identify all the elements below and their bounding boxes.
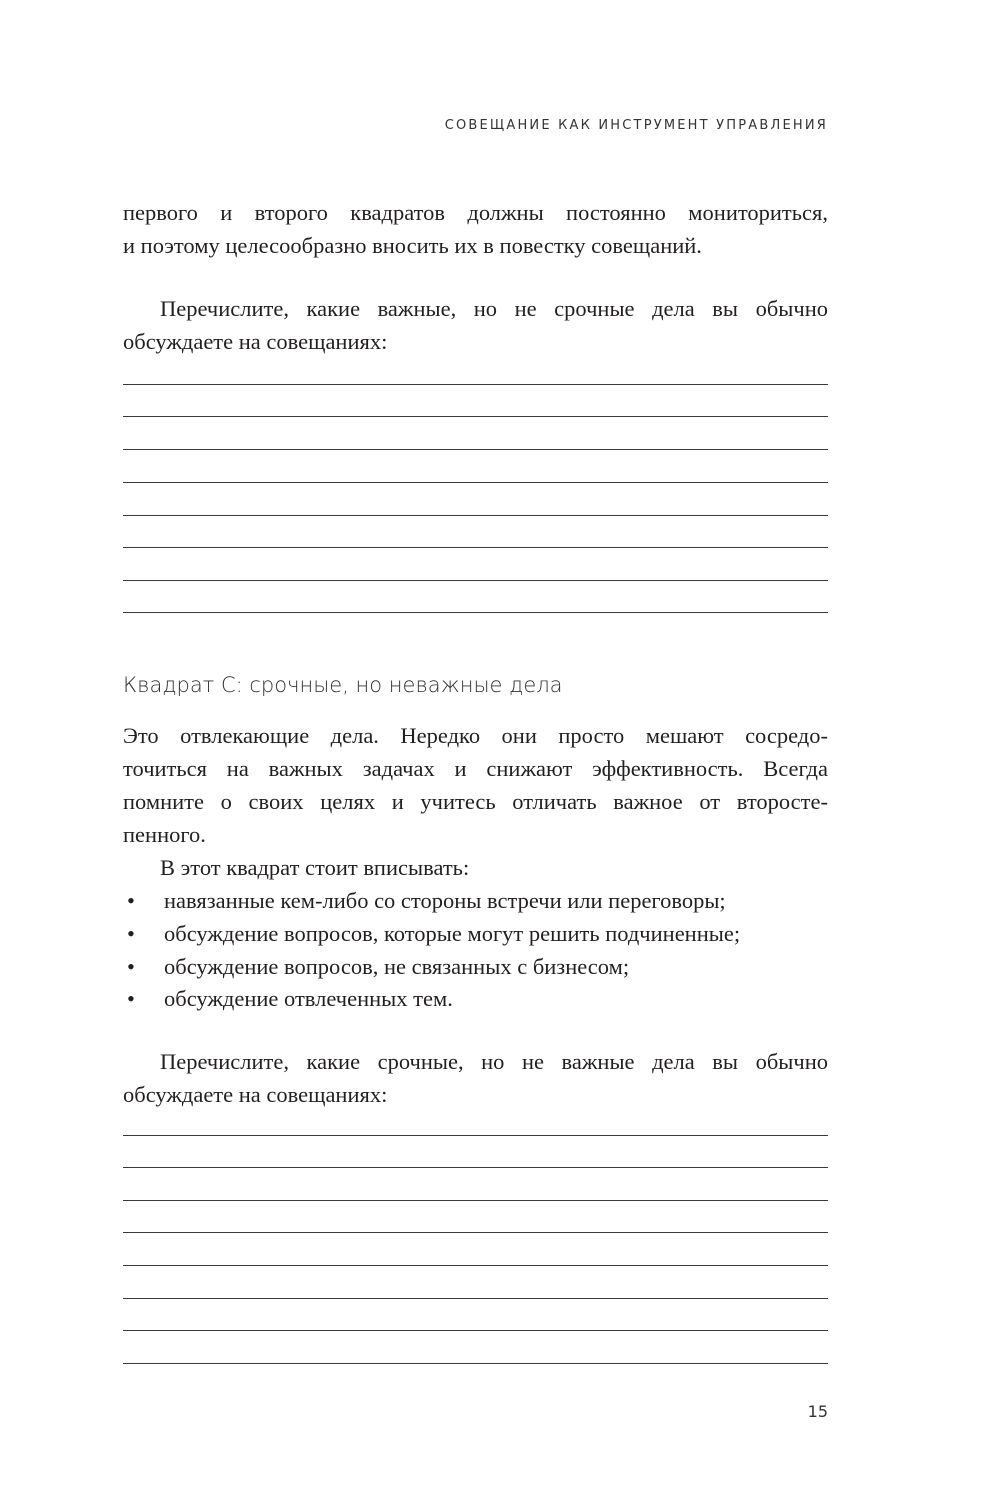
para1-line: первого и второго квадратов должны постоянно мониториться, bbox=[123, 200, 828, 225]
list-item: • обсуждение вопросов, не связанных с бизнесом; bbox=[123, 950, 828, 983]
bullet-icon: • bbox=[127, 921, 135, 946]
answer-line[interactable] bbox=[123, 1135, 828, 1136]
bullet-icon: • bbox=[127, 954, 135, 979]
list-item: • обсуждение отвлеченных тем. bbox=[123, 982, 828, 1015]
answer-line[interactable] bbox=[123, 612, 828, 613]
para1-line: и поэтому целесообразно вносить их в повестку совещаний. bbox=[123, 233, 702, 258]
list-intro: В этот квадрат стоит вписывать: bbox=[160, 855, 470, 880]
answer-line[interactable] bbox=[123, 1363, 828, 1364]
answer-line[interactable] bbox=[123, 384, 828, 385]
answer-line[interactable] bbox=[123, 580, 828, 581]
page-number: 15 bbox=[807, 1402, 828, 1421]
answer-line[interactable] bbox=[123, 1200, 828, 1201]
prompt2-line: обсуждаете на совещаниях: bbox=[123, 1082, 388, 1107]
prompt1-line: обсуждаете на совещаниях: bbox=[123, 329, 388, 354]
answer-line[interactable] bbox=[123, 449, 828, 450]
bullet-icon: • bbox=[127, 986, 135, 1011]
list-item: • навязанные кем-либо со стороны встречи или переговоры; bbox=[123, 884, 828, 917]
answer-line[interactable] bbox=[123, 1265, 828, 1266]
prompt1-line: Перечислите, какие важные, но не срочные дела вы обычно bbox=[160, 296, 828, 321]
prompt2-line: Перечислите, какие срочные, но не важные дела вы обычно bbox=[160, 1049, 828, 1074]
answer-line[interactable] bbox=[123, 416, 828, 417]
answer-line[interactable] bbox=[123, 515, 828, 516]
para2-line: помните о своих целях и учитесь отличать важное от второсте- bbox=[123, 789, 828, 814]
answer-line[interactable] bbox=[123, 1298, 828, 1299]
answer-line[interactable] bbox=[123, 1232, 828, 1233]
answer-line[interactable] bbox=[123, 1167, 828, 1168]
running-header: СОВЕЩАНИЕ КАК ИНСТРУМЕНТ УПРАВЛЕНИЯ bbox=[444, 118, 828, 133]
answer-line[interactable] bbox=[123, 1330, 828, 1331]
para2-line: Это отвлекающие дела. Нередко они просто мешают сосредо- bbox=[123, 723, 828, 748]
bullet-icon: • bbox=[127, 888, 135, 913]
answer-line[interactable] bbox=[123, 482, 828, 483]
list-item: • обсуждение вопросов, которые могут решить подчиненные; bbox=[123, 917, 828, 950]
para2-line: точиться на важных задачах и снижают эффективность. Всегда bbox=[123, 756, 828, 781]
answer-line[interactable] bbox=[123, 547, 828, 548]
section-heading: Квадрат С: срочные, но неважные дела bbox=[123, 673, 563, 697]
para2-line: пенного. bbox=[123, 822, 206, 847]
